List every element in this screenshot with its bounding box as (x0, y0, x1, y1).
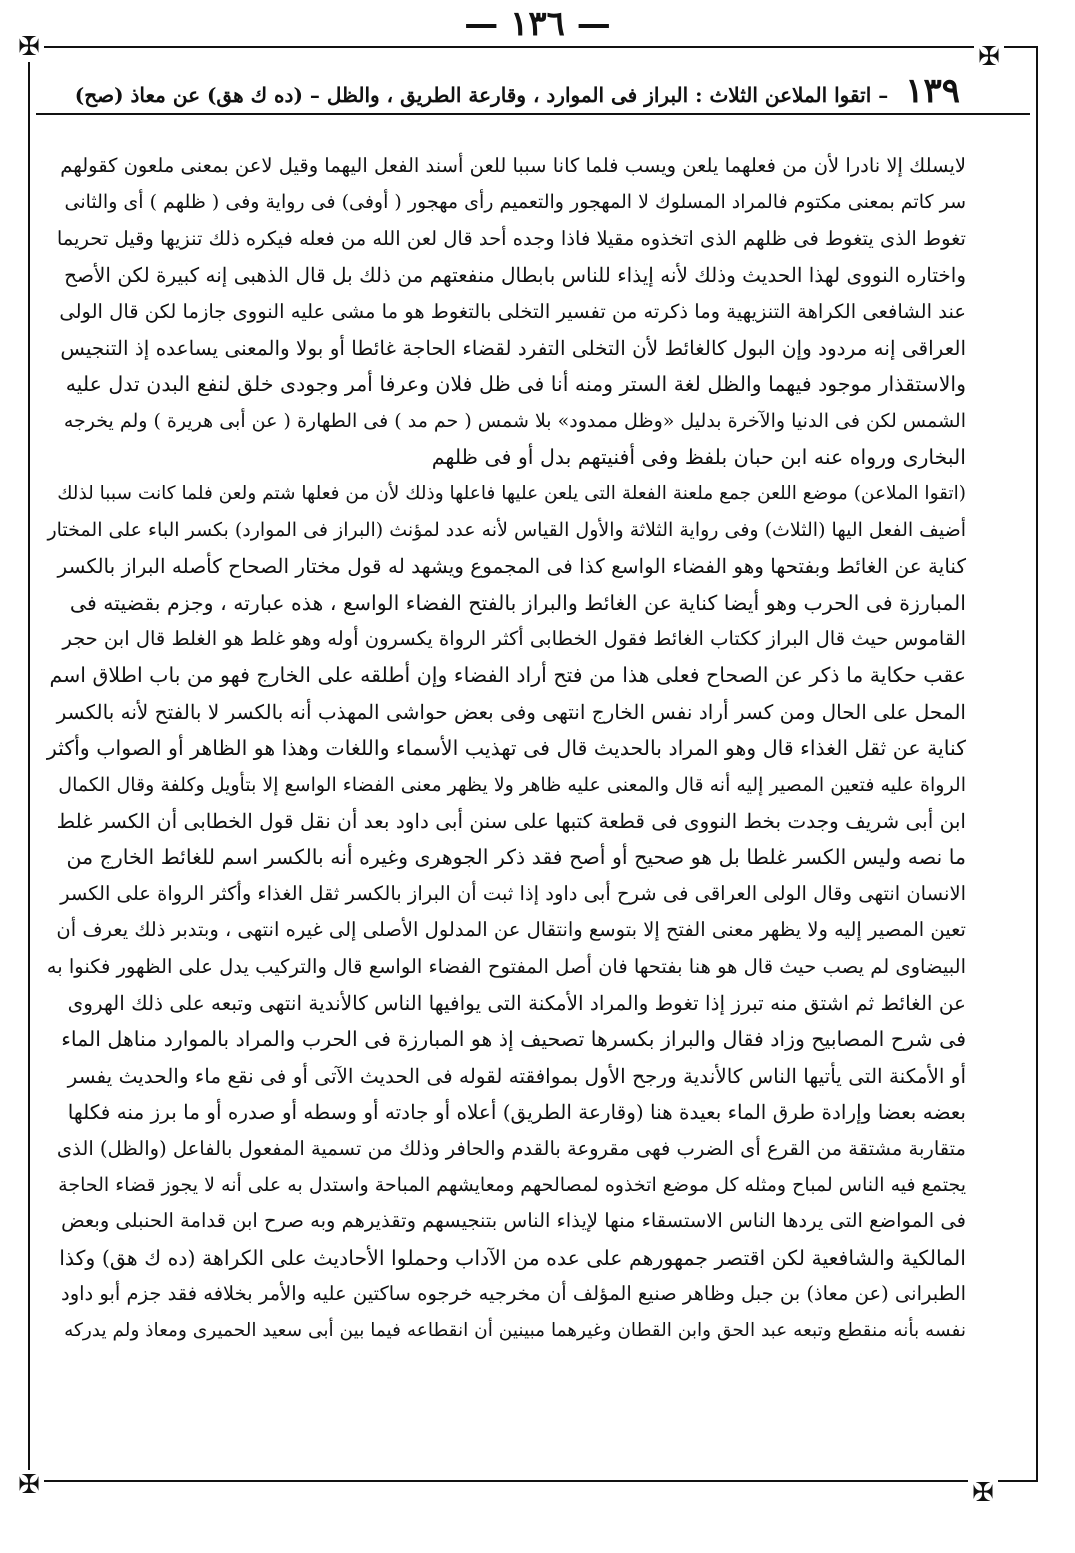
commentary-line: بعضه بعضا وإرادة طرق الماء بعيدة هنا (وقارعة الطريق) أعلاه أو جادته أو وسطه أو صدره أو ما برز منه فكلها (67, 1100, 966, 1125)
corner-ornament-icon: ✠ (968, 1478, 998, 1508)
commentary-line: ابن أبى شريف وجدت بخط النووى فى قطعة كتبها على سنن أبى داود بعد أن نقل قول الخطابى أن الكسر غلط (56, 809, 966, 834)
commentary-line: القاموس حيث قال البراز ككتاب الغائط فقول الخطابى أكثر الرواة يكسرون أوله وهو غلط هو الغلط قال ابن حجر (62, 627, 966, 651)
commentary-line: والاستقذار موجود فيهما والظل لغة الستر ومنه أنا فى ظل فلان وعرفا أمر وجودى خلق لنفع البدن تدل عليه (65, 372, 966, 397)
commentary-line: واختاره النووى لهذا الحديث وذلك لأنه إيذاء للناس بابطال منفعتهم من ذلك بل قال الذهبى إنه كبيرة لكن الأصح (64, 263, 966, 288)
commentary-line: سر كاتم بمعنى مكتوم فالمراد المسلوك لا المهجور والتعميم رأى مهجور ( أوفى) فى رواية وفى ( ظلهم ) أى والثانى (64, 191, 966, 214)
commentary-line: الشمس لكن فى الدنيا والآخرة بدليل «وظل ممدود» بلا شمس ( حم مد ) فى الطهارة ( عن أبى هريرة ) ولم يخرجه (63, 409, 966, 432)
commentary-line: فى شرح المصابيح وزاد فقال والبراز بكسرها تصحيف إذ هو المبارزة فى الحرب والمراد بالموارد مناهل الماء (61, 1027, 966, 1052)
commentary-line: نفسه بأنه منقطع وتبعه عبد الحق وابن القطان وغيرهما مبينين أن انقطاعه فيما بين أبى سعيد الحميرى ومعاذ ولم يدركه (64, 1319, 966, 1341)
commentary-line: العراقى إنه مردود وإن البول كالغائط لأن التخلى التفرد لقضاء الحاجة غائطا أو بولا والمعنى يساعده إذ التنجيس (60, 335, 966, 360)
corner-ornament-icon: ✠ (14, 1470, 44, 1500)
commentary-line: الطبرانى (عن معاذ) بن جبل وظاهر صنيع المؤلف أن مخرجيه خرجوه ساكتين عليه والأمر بخلافه فقد جزم أبو داود (61, 1282, 966, 1306)
commentary-line: متقاربة مشتقة من القرع أى الضرب فهى مقروعة بالقدم والحافر وذلك من تسمية المفعول بالفاعل (والظل) الذى (56, 1136, 966, 1160)
corner-ornament-icon: ✠ (974, 42, 1004, 72)
commentary-line: تغوط الذى يتغوط فى ظلهم الذى اتخذوه مقيلا فاذا وجده أحد قال لعن الله من فعله فيكره ذلك تنزيها وقيل تحريما (56, 226, 966, 250)
commentary-line: الرواة عليه فتعين المصير إليه أنه قال والمعنى عليه ظاهر ولا يظهر معنى الفضاء الواسع إلا بتأويل وكلفة وقال الكمال (58, 773, 966, 796)
commentary-line: (اتقوا الملاعن) موضع اللعن جمع ملعنة الفعلة التى يلعن عليها فاعلها وذلك لأن من فعلها شتم ولعن فلما كانت سببا لذلك (57, 482, 966, 504)
commentary-line: أضيف الفعل اليها (الثلاث) وفى رواية الثلاثة والأول القياس لأنه عدد لمؤنث (البراز فى الموارد) بكسر الباء على المختار (47, 518, 966, 541)
page-number: — ١٣٦ — (464, 4, 611, 44)
commentary-line: تعين المصير إليه ولا يظهر معنى الفتح إلا بتوسع وانتقال عن المدلول الأصلى إلى غيره انتهى ، وبتدبر ذلك يعرف أن (56, 918, 966, 942)
commentary-line: البيضاوى لم يصب حيث قال هو هنا بفتحها فان أصل المفتوح الفضاء الواسع قال والتركيب يدل على الظهور فكنوا به (46, 954, 966, 978)
commentary-line: عقب حكاية ما ذكر عن الصحاح فعلى هذا من فتح أراد الفضاء وإن أطلقه على الخارج فهو من باب اطلاق اسم (49, 663, 966, 688)
commentary-line: فى المواضع التى يردها الناس الاستسقاء منها لإيذاء الناس بتنجيسهم وتقذيرهم وبه صرح ابن قدامة الحنبلى وبعض (61, 1209, 966, 1233)
commentary-line: الانسان انتهى وقال الولى العراقى فى شرح أبى داود إذا ثبت أن البراز بالكسر ثقل الغذاء وأكثر الرواة على الكسر (60, 881, 966, 905)
hadith-heading (70, 68, 960, 114)
commentary-line: يجتمع فيه الناس لمباح ومثله كل موضع اتخذوه لمصالحهم ومعايشهم المباحة واستدل به على أنه لا يجوز قضاء الحاجة (58, 1173, 966, 1196)
commentary-line: البخارى ورواه عنه ابن حبان بلفظ وفى أفنيتهم بدل أو فى ظلهم (431, 445, 966, 470)
commentary-line: عن الغائط ثم اشتق منه تبرز إذا تغوط والمراد الأمكنة التى يوافيها الناس كالأندية انتهى وتبعه على ذلك الهروى (67, 990, 966, 1015)
commentary-line: كناية عن الغائط وبفتحها وهو الفضاء الواسع كذا فى المجموع ويشهد له قول مختار الصحاح كأصله البراز بالكسر (57, 554, 966, 579)
corner-ornament-icon: ✠ (14, 32, 44, 62)
commentary-body (46, 148, 966, 1349)
commentary-line: أو الأمكنة التى يأتيها الناس كالأندية ورجح الأول بموافقته لقوله فى الحديث الآتى أو فى نقع ماء والحديث يفسر (67, 1063, 966, 1088)
commentary-line: عند الشافعى الكراهة التنزيهية وما ذكرته من تفسير التخلى بالتغوط هو ما مشى عليه النووى جازما لكن قال الولى (59, 299, 966, 323)
hadith-number: ١٣٩ (905, 71, 960, 111)
commentary-line: كناية عن ثقل الغذاء قال وهو المراد بالحديث قال فى تهذيب الأسماء واللغات وهذا هو الظاهر أو الصواب وأكثر (46, 736, 966, 761)
commentary-line: لايسلك إلا نادرا لأن من فعلهما يلعن ويسب فلما كانا سببا للعن أسند الفعل اليهما وقيل لاعن بمعنى ملعون كقولهم (60, 154, 966, 177)
commentary-line: المالكية والشافعية لكن اقتصر جمهورهم على عده من الآداب وحملوا الأحاديث على الكراهة (ده ك هق) وكذا (59, 1245, 966, 1270)
commentary-line: ما نصه وليس الكسر غلطا بل هو صحيح أو أصح فقد ذكر الجوهرى وغيره أنه بالكسر اسم للغائط الخارج من (66, 845, 966, 870)
commentary-line: المحل على الحال ومن كسر أراد نفس الخارج انتهى وفى بعض حواشى المهذب أنه بالكسر لا بالفتح لأنه بالكسر (56, 699, 966, 724)
commentary-line: المبارزة فى الحرب وهو أيضا كناية عن الغائط والبراز بالفتح الفضاء الواسع ، هذه عبارته ، وجزم بقضيته فى (69, 590, 966, 615)
hadith-text: – اتقوا الملاعن الثلاث : البراز فى الموارد ، وقارعة الطريق ، والظل – (ده ك هق) عن معاذ (صح) (74, 83, 889, 107)
